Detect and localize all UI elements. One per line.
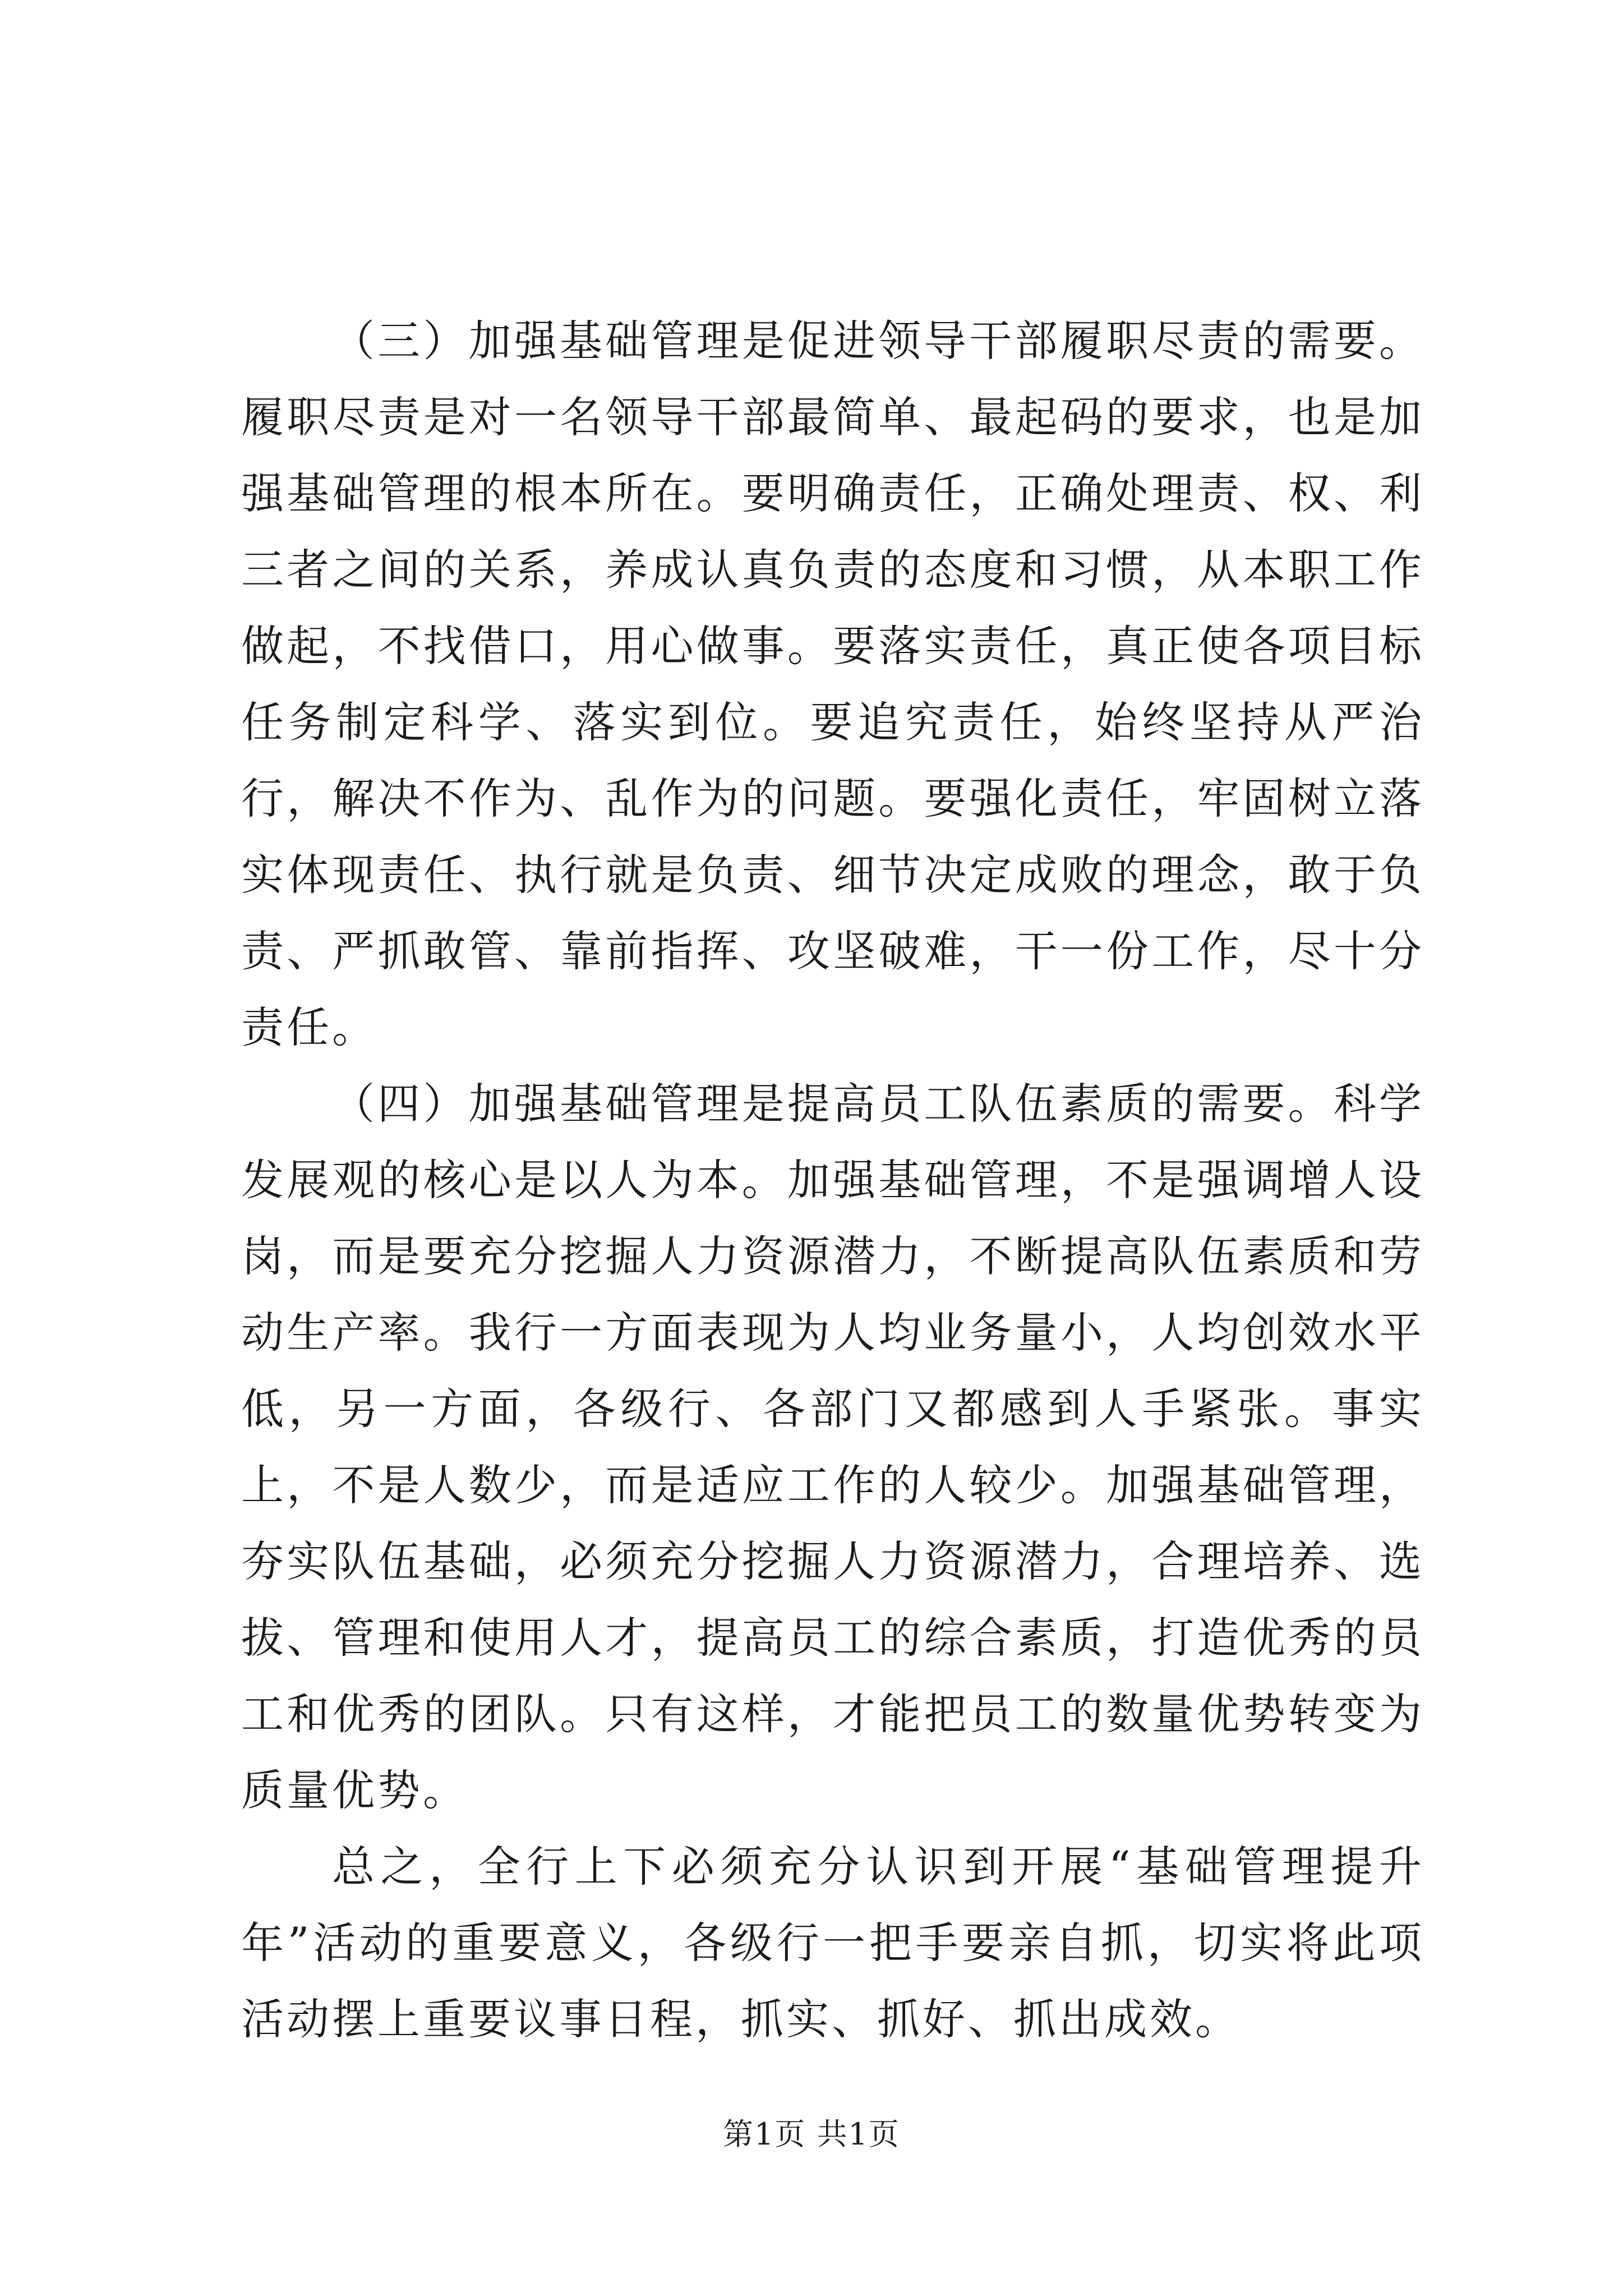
paragraph-section-four: （四）加强基础管理是提高员工队伍素质的需要。科学发展观的核心是以人为本。加强基础管理，不是强调增人设岗，而是要充分挖掘人力资源潜力，不断提高队伍素质和劳动生产率。我行一方面表现为人均业务量小，人均创效水平低，另一方面，各级行、各部门又都感到人手紧张。事实上，不是人数少，而是适应工作的人较少。加强基础管理，夯实队伍基础，必须充分挖掘人力资源潜力，合理培养、选拔、管理和使用人才，提高员工的综合素质，打造优秀的员工和优秀的团队。只有这样，才能把员工的数量优势转变为质量优势。	[241, 1079, 1424, 1815]
paragraph-section-three: （三）加强基础管理是促进领导干部履职尽责的需要。履职尽责是对一名领导干部最简单、最起码的要求，也是加强基础管理的根本所在。要明确责任，正确处理责、权、利三者之间的关系，养成认真负责的态度和习惯，从本职工作做起，不找借口，用心做事。要落实责任，真正使各项目标任务制定科学、落实到位。要追究责任，始终坚持从严治行，解决不作为、乱作为的问题。要强化责任，牢固树立落实体现责任、执行就是负责、细节决定成败的理念，敢于负责、严抓敢管、靠前指挥、攻坚破难，干一份工作，尽十分责任。	[241, 316, 1424, 1052]
paragraph-conclusion: 总之，全行上下必须充分认识到开展“基础管理提升年”活动的重要意义，各级行一把手要亲自抓，切实将此项活动摆上重要议事日程，抓实、抓好、抓出成效。	[241, 1842, 1424, 2044]
page-number-footer: 第1页 共1页	[723, 2116, 900, 2152]
document-body	[241, 303, 1424, 2058]
